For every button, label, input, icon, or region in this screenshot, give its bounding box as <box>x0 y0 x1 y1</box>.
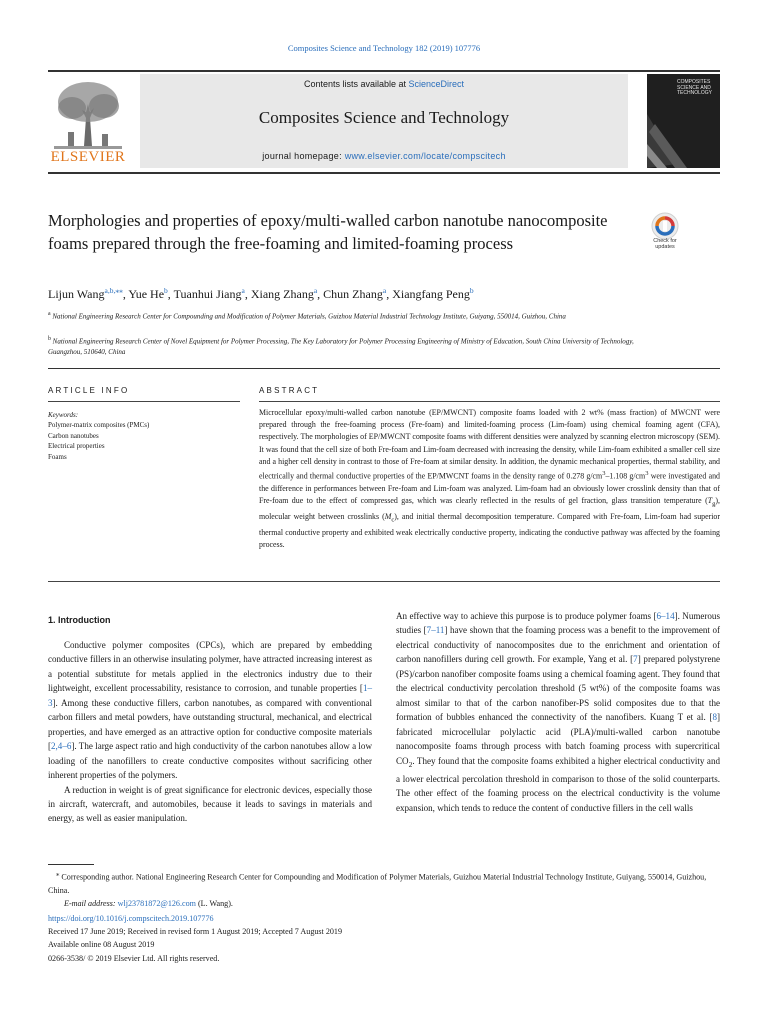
citation-link[interactable]: 6–14 <box>656 611 675 621</box>
paragraph: Conductive polymer composites (CPCs), which are prepared by embedding conductive fillers in an otherwise insulating polymer, have attracted increasing interest as a potential substitute for metals applied in the electronics industry due to their lightweight, excellent processability, resistance to corrosion, and tunable properties [1–3]. Among these conductive fillers, carbon nanotubes, as compared with conventional carbon fillers and metal powders, have outstanding structural, mechanical, and electrical properties, and have emerged as an attractive option for conductive composite materials [2,4–6]. The large aspect ratio and high conductivity of the carbon nanotubes allow a low loading of the nanofillers to create conductive composites without sacrificing other inherent properties of the polymers. <box>48 640 372 781</box>
keyword: Foams <box>48 452 67 461</box>
publication-info <box>48 912 720 965</box>
abstract-rule <box>259 401 720 402</box>
keyword: Carbon nanotubes <box>48 431 99 440</box>
check-updates-label: Check for updates <box>653 238 677 250</box>
section-heading-introduction: 1. Introduction <box>48 615 111 625</box>
abstract-bottom-rule <box>48 581 720 582</box>
sciencedirect-link[interactable]: ScienceDirect <box>408 79 465 89</box>
available-online: Available online 08 August 2019 <box>48 940 155 950</box>
article-info-rule <box>48 401 240 402</box>
author: Yue He$^b$ <box>128 286 168 301</box>
paragraph: An effective way to achieve this purpose is to produce polymer foams [6–14]. Numerous studies [7–11] have shown that the foaming process was a benefit to the improvement of electrical conductivity of nanocomposites due to the enrichment and orientation of carbon nanofillers during cell growth. For example, Yang et al. [7] prepared polystyrene (PS)/carbon nanofiber composite foams using a chemical foaming agent. They found that the electrical conductivity percolation threshold (5 wt%) of the composite foams was almost similar to that of the carbon nanofiber-PS solid composites due to that the formation of bubbles enhanced the connectivity of the nanofibers. Kuang T et al. [8] fabricated microcellular polylactic acid (PLA)/multi-walled carbon nanotube nanocomposite foams through process with batch foaming process with supercritical $CO_2$. They found that the composite foams exhibited a higher electrical conductivity and a lower electrical percolation threshold in comparison to those of the solid counterparts. The other effect of the foaming process on the electrical conductivity is the volume expansion, which tends to reduce the content of conductive fillers in the cell walls <box>396 611 720 813</box>
article-info-heading: ARTICLE INFO <box>48 386 130 395</box>
keywords-block <box>48 410 248 462</box>
footnote-rule <box>48 864 94 865</box>
paragraph: A reduction in weight is of great significance for electronic devices, especially those in aircraft, watercraft, and automobiles, because it leads to savings in materials and energy, as well as easier manipulation. <box>48 784 372 824</box>
email-link[interactable]: wlj23781872@126.com <box>117 899 196 909</box>
check-for-updates-badge[interactable] <box>646 210 684 256</box>
author: Lijun Wang$^{a,b,⁎⁎}$ <box>48 286 123 301</box>
citation-link[interactable]: 8 <box>712 712 717 723</box>
copyright: 0266-3538/ © 2019 Elsevier Ltd. All rights reserved. <box>48 953 220 963</box>
elsevier-wordmark: ELSEVIER <box>50 149 126 165</box>
affiliation-b: $^b$ National Engineering Research Center of Novel Equipment for Polymer Processing, The Key Laboratory for Polymer Processing Engineering of Ministry of Education, South China University of Technology, Guangzhou, 510640, China <box>48 336 634 356</box>
author: Tuanhui Jiang$^a$ <box>173 286 245 301</box>
author-list: Lijun Wang$^{a,b,⁎⁎}$, Yue He$^b$, Tuanhui Jiang$^a$, Xiang Zhang$^a$, Chun Zhang$^a$, Xiangfang Peng$^b$ <box>48 286 474 301</box>
citation-link[interactable]: 1–3 <box>48 683 372 708</box>
citation-link[interactable]: 7–11 <box>426 625 445 636</box>
journal-citation[interactable]: Composites Science and Technology 182 (2019) 107776 <box>287 43 481 53</box>
cover-title: COMPOSITES SCIENCE AND TECHNOLOGY <box>677 79 713 96</box>
body-column-left <box>48 638 372 826</box>
article-title: Morphologies and properties of epoxy/multi-walled carbon nanotube nanocomposite foams prepared through the free-foaming and limited-foaming process <box>48 211 608 253</box>
journal-homepage <box>140 151 628 161</box>
corresponding-footnote: ⁎ Corresponding author. National Engineering Research Center for Compounding and Modification of Polymer Materials, Guizhou Material Industrial Technology Institute, Guiyang, 550014, Guizhou, China. E-mail address: wlj23781872@126.com (L. Wang). <box>48 871 707 909</box>
separator <box>48 368 720 369</box>
elsevier-logo <box>48 76 128 168</box>
contents-line <box>140 79 628 89</box>
journal-name: Composites Science and Technology <box>258 108 510 127</box>
doi-link[interactable]: https://doi.org/10.1016/j.compscitech.2019.107776 <box>48 914 214 923</box>
author: Xiang Zhang$^a$ <box>250 286 318 301</box>
header-rule-bottom <box>48 172 720 174</box>
author: Chun Zhang$^a$ <box>323 286 387 301</box>
body-column-right <box>396 609 720 815</box>
citation-link[interactable]: 7 <box>633 654 638 665</box>
keyword: Polymer-matrix composites (PMCs) <box>48 421 150 430</box>
affiliation-a: $^a$ National Engineering Research Center for Compounding and Modification of Polymer Materials, Guizhou Material Industrial Technology Institute, Guiyang, 550014, Guizhou, China <box>48 311 566 321</box>
abstract-heading: ABSTRACT <box>259 386 320 395</box>
homepage-prefix: journal homepage: <box>262 151 345 161</box>
keyword: Electrical properties <box>48 442 105 451</box>
keywords-label: Keywords: <box>48 411 79 419</box>
contents-prefix: Contents lists available at <box>303 79 409 89</box>
received-dates: Received 17 June 2019; Received in revised form 1 August 2019; Accepted 7 August 2019 <box>48 927 343 937</box>
abstract-text: Microcellular epoxy/multi-walled carbon nanotube (EP/MWCNT) composite foams loaded with 2 wt% (mass fraction) of MWCNT were prepared through the free-foaming process (Fre-foam) and limited-foaming process (Lim-foam) using chemical foaming agent (CFA), respectively. The morphologies of EP/MWCNT composite foams with different densities were analyzed by scanning electron microscopy (SEM). It was found that the cell size of both Fre-foam and Lim-foam decreased with increasing the density, while Lim-foam exhibited a smaller cell size and a higher cell density in contrast to those of Fre-foam at similar density. In addition, the dynamic mechanical properties, thermal stability, and electrically and thermal conductive properties of the EP/MWCNT foams in the density range of 0.278 $g/cm^3-1.108$ $g/cm^3$ were investigated and the difference in performances between Fre-foam and Lim-foam was analyzed. Lim-foam had an obviously lower crosslink density than that of Fre-foam due to the effect of compressed gas, which was clearly reflected in the results of gel fraction, glass transition temperature $(T_g)$, molecular weight between crosslinks $(M_c)$, and initial thermal decomposition temperature. Compared with Fre-foam, Lim-foam had superior thermal conductive property and exhibited weak electrically conductive property, indicating the conductive pathway was affected by the foaming process. <box>259 408 720 549</box>
homepage-link[interactable]: www.elsevier.com/locate/compscitech <box>344 151 506 161</box>
header-rule-top <box>48 70 720 72</box>
journal-cover-image <box>647 74 720 168</box>
citation-link[interactable]: 2,4–6 <box>51 741 72 752</box>
author: Xiangfang Peng$^b$ <box>392 286 474 301</box>
